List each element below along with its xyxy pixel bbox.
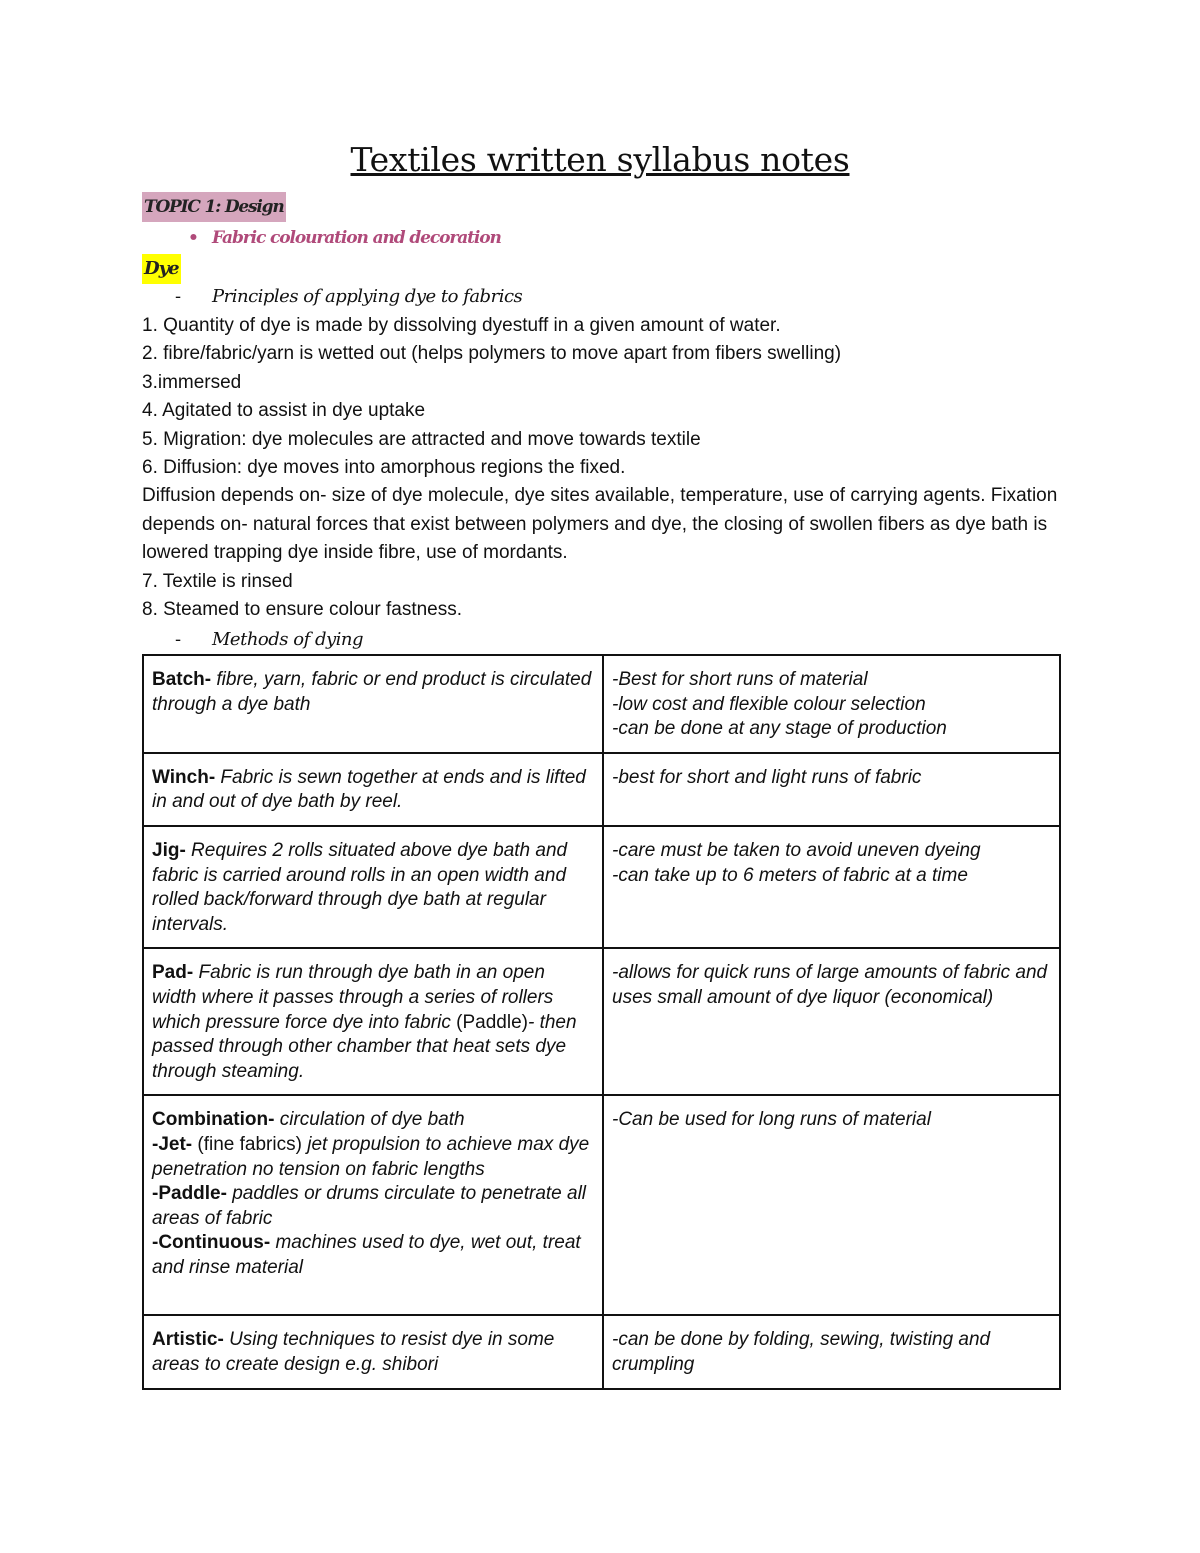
note-line: -can be done at any stage of production	[612, 718, 947, 740]
sub-method-text: paddles or drums circulate to penetrate all areas of fabric	[152, 1183, 587, 1229]
method-cell	[143, 948, 603, 1095]
dash-icon: -	[175, 629, 181, 650]
method-description: Fabric is sewn together at ends and is lifted in and out of dye bath by reel.	[152, 766, 586, 813]
method-description: Fabric is run through dye bath in an open width where it passes through a series of rollers which pressure force dye into fabric	[152, 962, 554, 1033]
method-cell	[143, 1095, 603, 1315]
method-description: Requires 2 rolls situated above dye bath and fabric is carried around rolls in an open width and rolled back/forward through dye bath at regular intervals.	[152, 839, 568, 935]
method-cell	[143, 1315, 603, 1388]
sub-method-text: machines used to dye, wet out, treat and rinse material	[152, 1232, 581, 1278]
step-line: 5. Migration: dye molecules are attracted and move towards textile	[142, 428, 701, 450]
notes-cell	[603, 1315, 1060, 1388]
step-line: 2. fibre/fabric/yarn is wetted out (helps polymers to move apart from fibers swelling)	[142, 343, 842, 365]
method-name: Pad-	[152, 962, 194, 984]
diffusion-paragraph: Diffusion depends on- size of dye molecule, dye sites available, temperature, use of carrying agents. Fixation depends on- natural forces that exist between polymers and dye, the closing of swollen fibers as dye bath is lowered trapping dye inside fibre, use of mordants.	[142, 485, 1058, 564]
sub-method-name: -Continuous-	[152, 1232, 271, 1254]
step-line: 1. Quantity of dye is made by dissolving dyestuff in a given amount of water.	[142, 315, 781, 336]
notes-cell	[603, 753, 1060, 826]
methods-heading-row	[175, 627, 363, 653]
methods-table	[142, 654, 1061, 1390]
note-line: -best for short and light runs of fabric	[612, 766, 922, 788]
step-line: 3.immersed	[142, 371, 242, 393]
method-description: fibre, yarn, fabric or end product is circulated through a dye bath	[152, 669, 592, 715]
principles-steps	[142, 312, 1067, 624]
table-row	[143, 826, 1060, 948]
method-heading-line	[152, 1108, 593, 1133]
method-description-tail: - then passed through other chamber that heat sets dye through steaming.	[152, 1011, 577, 1082]
method-name: Batch-	[152, 669, 212, 690]
sub-method-line	[152, 1231, 593, 1280]
table-row	[143, 655, 1060, 753]
note-line: -can be done by folding, sewing, twisting and crumpling	[612, 1329, 991, 1375]
principles-heading: Principles of applying dye to fabrics	[212, 286, 523, 307]
table-row	[143, 1315, 1060, 1388]
method-name: Combination-	[152, 1109, 275, 1131]
dye-heading: Dye	[142, 254, 181, 284]
notes-cell	[603, 826, 1060, 948]
notes-cell	[603, 948, 1060, 1095]
sub-method-line	[152, 1133, 593, 1182]
subtopic-label: Fabric colouration and decoration	[212, 228, 501, 248]
note-line: -care must be taken to avoid uneven dyeing	[612, 839, 981, 861]
step-line: 4. Agitated to assist in dye uptake	[142, 400, 426, 422]
sub-method-name: -Jet-	[152, 1133, 193, 1155]
note-line: -Best for short runs of material	[612, 669, 868, 690]
bullet-icon: •	[188, 228, 198, 248]
table-row	[143, 1095, 1060, 1315]
sub-method-line	[152, 1182, 593, 1231]
notes-cell	[603, 655, 1060, 753]
step-line: 8. Steamed to ensure colour fastness.	[142, 599, 463, 621]
table-row	[143, 948, 1060, 1095]
step-line: 6. Diffusion: dye moves into amorphous regions the fixed.	[142, 457, 626, 479]
subtopic-bullet	[188, 225, 501, 251]
notes-cell	[603, 1095, 1060, 1315]
note-line: -can take up to 6 meters of fabric at a time	[612, 864, 968, 886]
method-name: Winch-	[152, 766, 216, 788]
topic-heading: TOPIC 1: Design	[142, 192, 286, 222]
step-line: 7. Textile is rinsed	[142, 570, 293, 592]
note-line: -Can be used for long runs of material	[612, 1109, 931, 1131]
method-cell	[143, 655, 603, 753]
method-cell	[143, 826, 603, 948]
method-name: Artistic-	[152, 1329, 224, 1351]
methods-heading: Methods of dying	[212, 629, 364, 650]
method-description: circulation of dye bath	[274, 1109, 465, 1131]
principles-heading-row	[175, 284, 522, 310]
page-title: Textiles written syllabus notes	[350, 140, 850, 179]
method-description: Using techniques to resist dye in some areas to create design e.g. shibori	[152, 1329, 555, 1375]
note-line: -allows for quick runs of large amounts of fabric and uses small amount of dye liquor (economical)	[612, 962, 1048, 1008]
method-cell	[143, 753, 603, 826]
sub-method-plain: (fine fabrics)	[192, 1133, 302, 1155]
method-description-plain: (Paddle)	[456, 1011, 528, 1033]
dash-icon: -	[175, 286, 181, 307]
table-row	[143, 753, 1060, 826]
note-line: -low cost and flexible colour selection	[612, 693, 926, 715]
sub-method-name: -Paddle-	[152, 1183, 227, 1205]
method-name: Jig-	[152, 839, 186, 861]
sub-method-text: jet propulsion to achieve max dye penetration no tension on fabric lengths	[152, 1133, 590, 1180]
